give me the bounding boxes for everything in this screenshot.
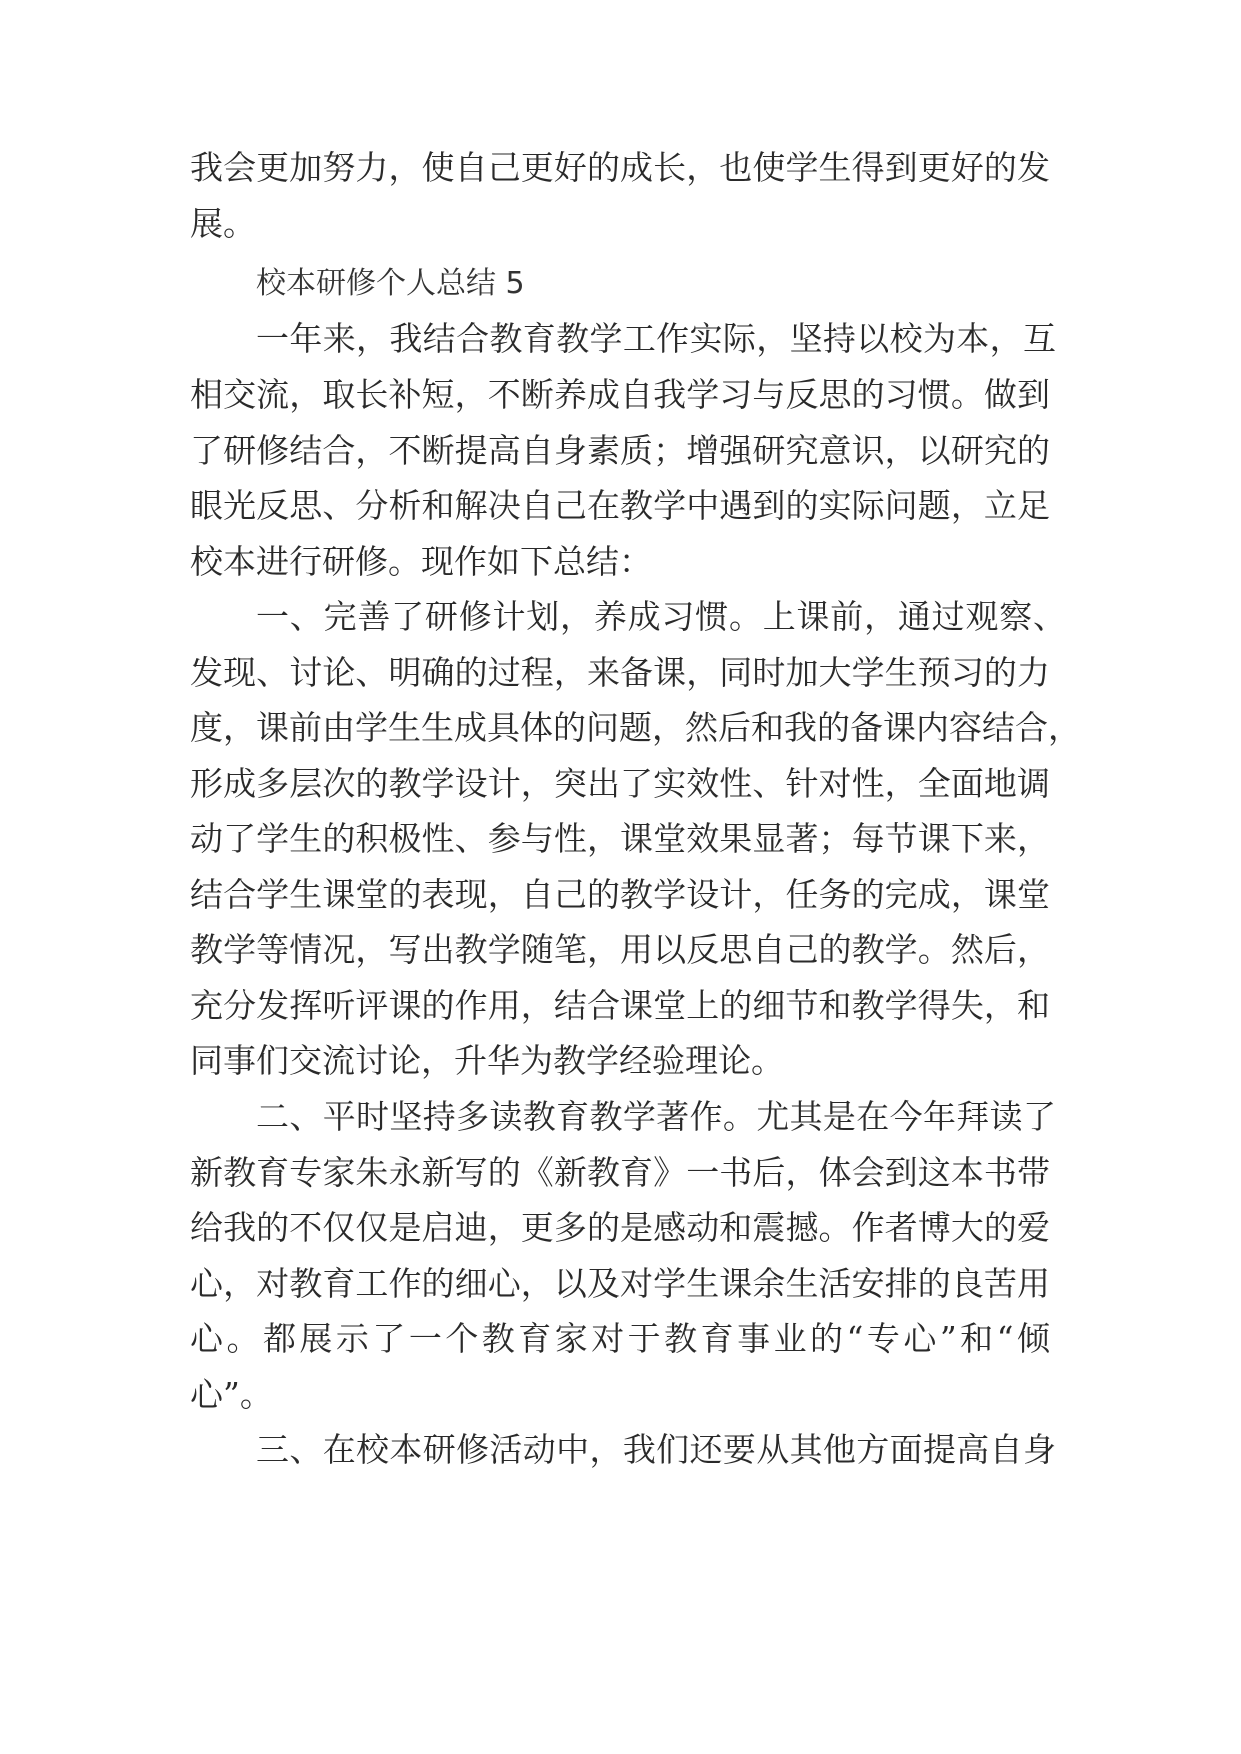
paragraph-line: 教学等情况，写出教学随笔，用以反思自己的教学。然后， (190, 930, 1050, 969)
section-heading: 校本研修个人总结 5 (256, 266, 525, 301)
paragraph-line: 度，课前由学生生成具体的问题，然后和我的备课内容结合， (190, 708, 1081, 747)
paragraph-line: 心，对教育工作的细心，以及对学生课余生活安排的良苦用 (190, 1264, 1050, 1303)
paragraph-line: 结合学生课堂的表现，自己的教学设计，任务的完成，课堂 (190, 875, 1050, 914)
paragraph-line: 充分发挥听评课的作用，结合课堂上的细节和教学得失，和 (190, 986, 1050, 1025)
paragraph-line: 相交流，取长补短，不断养成自我学习与反思的习惯。做到 (190, 375, 1050, 414)
paragraph-line: 动了学生的积极性、参与性，课堂效果显著；每节课下来， (190, 819, 1050, 858)
paragraph-line: 给我的不仅仅是启迪，更多的是感动和震撼。作者博大的爱 (190, 1208, 1050, 1247)
paragraph-line: 新教育专家朱永新写的《新教育》一书后，体会到这本书带 (190, 1153, 1050, 1192)
paragraph-line: 形成多层次的教学设计，突出了实效性、针对性，全面地调 (190, 764, 1050, 803)
paragraph-line: 二、平时坚持多读教育教学著作。尤其是在今年拜读了 (256, 1097, 1056, 1136)
paragraph-line: 同事们交流讨论，升华为教学经验理论。 (190, 1041, 784, 1080)
paragraph-line: 校本进行研修。现作如下总结： (190, 542, 652, 581)
paragraph-line: 一年来，我结合教育教学工作实际，坚持以校为本，互 (256, 319, 1056, 358)
paragraph-line: 心”。 (190, 1375, 273, 1414)
paragraph-line: 我会更加努力，使自己更好的成长，也使学生得到更好的发 (190, 148, 1050, 187)
paragraph-line: 展。 (190, 204, 256, 243)
paragraph-line: 了研修结合，不断提高自身素质；增强研究意识，以研究的 (190, 431, 1050, 470)
paragraph-line: 发现、讨论、明确的过程，来备课，同时加大学生预习的力 (190, 653, 1050, 692)
paragraph-line: 心。都展示了一个教育家对于教育事业的“专心”和“倾 (190, 1319, 1050, 1358)
paragraph-line: 一、完善了研修计划，养成习惯。上课前，通过观察、 (256, 597, 1066, 636)
paragraph-line: 三、在校本研修活动中，我们还要从其他方面提高自身 (256, 1430, 1056, 1469)
paragraph-line: 眼光反思、分析和解决自己在教学中遇到的实际问题，立足 (190, 486, 1050, 525)
